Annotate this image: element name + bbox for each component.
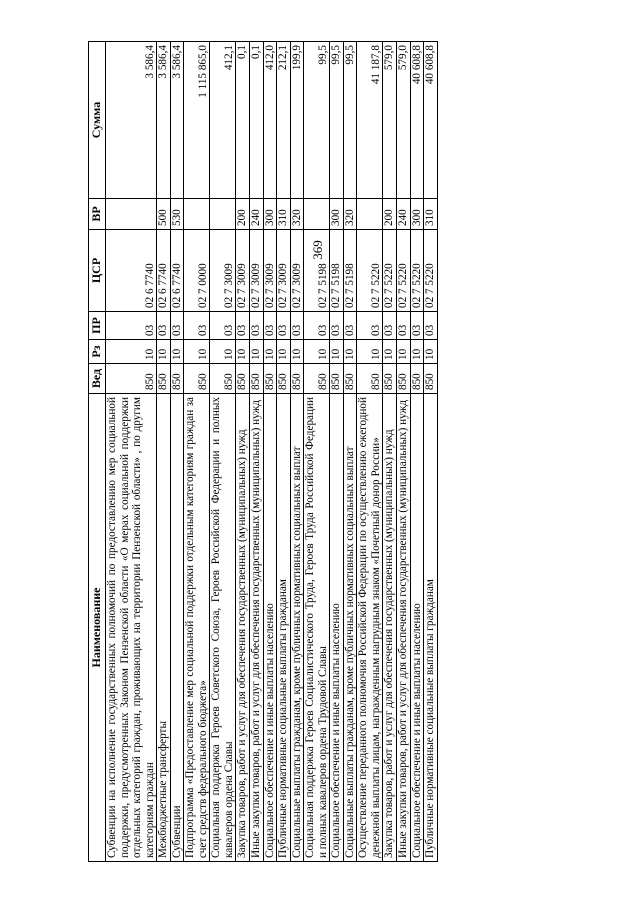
cell-csr: 02 7 3009 bbox=[290, 230, 304, 312]
header-rz: Рз bbox=[89, 340, 106, 364]
cell-ved: 850 bbox=[236, 364, 250, 394]
cell-rz: 10 bbox=[397, 340, 411, 364]
rotated-table-container bbox=[88, 42, 528, 862]
cell-vr: 320 bbox=[290, 199, 304, 230]
budget-table bbox=[88, 41, 438, 862]
cell-sum: 579,0 bbox=[397, 42, 411, 199]
cell-vr: 240 bbox=[250, 199, 264, 230]
cell-rz: 10 bbox=[263, 340, 277, 364]
cell-vr: 300 bbox=[330, 199, 344, 230]
cell-ved: 850 bbox=[184, 364, 210, 394]
table-row bbox=[290, 42, 304, 862]
table-row bbox=[424, 42, 438, 862]
cell-rz: 10 bbox=[410, 340, 424, 364]
cell-name: Социальные выплаты гражданам, кроме публичных нормативных социальных выплат bbox=[290, 394, 304, 862]
cell-csr: 02 7 3009 bbox=[250, 230, 264, 312]
cell-rz: 10 bbox=[304, 340, 330, 364]
cell-csr: 02 7 3009 bbox=[263, 230, 277, 312]
header-vr: ВР bbox=[89, 199, 106, 230]
cell-pr: 03 bbox=[250, 312, 264, 340]
cell-csr: 02 6 7740 bbox=[170, 230, 184, 312]
cell-vr: 530 bbox=[170, 199, 184, 230]
cell-pr: 03 bbox=[106, 312, 157, 340]
cell-pr: 03 bbox=[357, 312, 383, 340]
cell-sum: 40 608,8 bbox=[424, 42, 438, 199]
cell-csr: 02 7 5198 bbox=[304, 230, 330, 312]
cell-ved: 850 bbox=[383, 364, 397, 394]
cell-ved: 850 bbox=[277, 364, 291, 394]
cell-sum: 0,1 bbox=[250, 42, 264, 199]
table-row bbox=[383, 42, 397, 862]
cell-pr: 03 bbox=[397, 312, 411, 340]
table-header-row bbox=[89, 42, 106, 862]
table-row bbox=[236, 42, 250, 862]
cell-sum: 40 608,8 bbox=[410, 42, 424, 199]
cell-ved: 850 bbox=[410, 364, 424, 394]
cell-sum: 99,5 bbox=[343, 42, 357, 199]
cell-csr: 02 6 7740 bbox=[157, 230, 171, 312]
cell-vr: 240 bbox=[397, 199, 411, 230]
cell-sum: 3 586,4 bbox=[157, 42, 171, 199]
table-row bbox=[210, 42, 236, 862]
cell-vr: 320 bbox=[343, 199, 357, 230]
cell-name: Иные закупки товаров, работ и услуг для обеспечения государственных (муниципальных) нужд bbox=[397, 394, 411, 862]
table-row bbox=[263, 42, 277, 862]
cell-rz: 10 bbox=[290, 340, 304, 364]
cell-name: Субвенции bbox=[170, 394, 184, 862]
cell-pr: 03 bbox=[184, 312, 210, 340]
cell-sum: 412,1 bbox=[210, 42, 236, 199]
cell-pr: 03 bbox=[290, 312, 304, 340]
cell-sum: 41 187,8 bbox=[357, 42, 383, 199]
header-csr: ЦСР bbox=[89, 230, 106, 312]
cell-vr: 300 bbox=[263, 199, 277, 230]
cell-ved: 850 bbox=[106, 364, 157, 394]
header-name: Наименование bbox=[89, 394, 106, 862]
cell-pr: 03 bbox=[410, 312, 424, 340]
cell-ved: 850 bbox=[424, 364, 438, 394]
cell-name: Социальное обеспечение и иные выплаты населению bbox=[330, 394, 344, 862]
cell-csr: 02 7 5220 bbox=[397, 230, 411, 312]
cell-vr: 200 bbox=[383, 199, 397, 230]
cell-sum: 3 586,4 bbox=[170, 42, 184, 199]
cell-vr bbox=[184, 199, 210, 230]
cell-sum: 1 115 865,0 bbox=[184, 42, 210, 199]
cell-ved: 850 bbox=[157, 364, 171, 394]
cell-vr: 300 bbox=[410, 199, 424, 230]
cell-pr: 03 bbox=[343, 312, 357, 340]
cell-ved: 850 bbox=[263, 364, 277, 394]
cell-name: Социальное обеспечение и иные выплаты населению bbox=[263, 394, 277, 862]
cell-rz: 10 bbox=[184, 340, 210, 364]
cell-rz: 10 bbox=[330, 340, 344, 364]
table-row bbox=[410, 42, 424, 862]
cell-sum: 412,0 bbox=[263, 42, 277, 199]
cell-pr: 03 bbox=[210, 312, 236, 340]
cell-csr: 02 7 3009 bbox=[277, 230, 291, 312]
cell-csr: 02 7 5220 bbox=[424, 230, 438, 312]
cell-vr bbox=[106, 199, 157, 230]
cell-name: Закупка товаров, работ и услуг для обеспечения государственных (муниципальных) нужд bbox=[383, 394, 397, 862]
cell-rz: 10 bbox=[170, 340, 184, 364]
cell-rz: 10 bbox=[357, 340, 383, 364]
cell-ved: 850 bbox=[210, 364, 236, 394]
cell-csr: 02 7 5198 bbox=[343, 230, 357, 312]
cell-pr: 03 bbox=[304, 312, 330, 340]
cell-csr: 02 7 5220 bbox=[383, 230, 397, 312]
cell-ved: 850 bbox=[170, 364, 184, 394]
cell-name: Осуществление переданного полномочия Российской Федерации по осуществлению ежегодной денежной выплаты лицам, награжденным нагрудным знаком «Почетный донор России» bbox=[357, 394, 383, 862]
cell-rz: 10 bbox=[277, 340, 291, 364]
cell-pr: 03 bbox=[157, 312, 171, 340]
cell-pr: 03 bbox=[263, 312, 277, 340]
cell-ved: 850 bbox=[397, 364, 411, 394]
cell-ved: 850 bbox=[250, 364, 264, 394]
cell-sum: 212,1 bbox=[277, 42, 291, 199]
cell-rz: 10 bbox=[343, 340, 357, 364]
cell-sum: 3 586,4 bbox=[106, 42, 157, 199]
cell-ved: 850 bbox=[290, 364, 304, 394]
cell-pr: 03 bbox=[236, 312, 250, 340]
cell-sum: 199,9 bbox=[290, 42, 304, 199]
cell-name: Подпрограмма «Предоставление мер социальной поддержки отдельным категориям граждан за счет средств федерального бюджета» bbox=[184, 394, 210, 862]
cell-vr: 500 bbox=[157, 199, 171, 230]
table-row bbox=[184, 42, 210, 862]
cell-vr bbox=[357, 199, 383, 230]
table-row bbox=[357, 42, 383, 862]
cell-pr: 03 bbox=[383, 312, 397, 340]
cell-name: Межбюджетные трансферты bbox=[157, 394, 171, 862]
table-row bbox=[157, 42, 171, 862]
cell-rz: 10 bbox=[106, 340, 157, 364]
cell-rz: 10 bbox=[210, 340, 236, 364]
cell-vr: 200 bbox=[236, 199, 250, 230]
cell-pr: 03 bbox=[170, 312, 184, 340]
cell-ved: 850 bbox=[357, 364, 383, 394]
cell-rz: 10 bbox=[250, 340, 264, 364]
cell-pr: 03 bbox=[424, 312, 438, 340]
cell-csr: 02 7 5220 bbox=[410, 230, 424, 312]
cell-name: Закупка товаров, работ и услуг для обеспечения государственных (муниципальных) нужд bbox=[236, 394, 250, 862]
header-ved: Вед bbox=[89, 364, 106, 394]
cell-csr: 02 7 3009 bbox=[210, 230, 236, 312]
cell-vr: 310 bbox=[277, 199, 291, 230]
cell-name: Субвенции на исполнение государственных полномочий по предоставлению мер социальной поддержки, предусмотренных Законом Пензенской области «О мерах социальной поддержки отдельных категорий граждан, проживающих на территории Пензенской области» , по другим категориям граждан bbox=[106, 394, 157, 862]
cell-rz: 10 bbox=[383, 340, 397, 364]
cell-sum: 99,5 bbox=[304, 42, 330, 199]
header-pr: ПР bbox=[89, 312, 106, 340]
cell-sum: 99,5 bbox=[330, 42, 344, 199]
table-row bbox=[343, 42, 357, 862]
cell-pr: 03 bbox=[277, 312, 291, 340]
table-row bbox=[304, 42, 330, 862]
cell-ved: 850 bbox=[343, 364, 357, 394]
cell-csr: 02 7 0000 bbox=[184, 230, 210, 312]
table-row bbox=[170, 42, 184, 862]
cell-name: Социальная поддержка Героев Социалистического Труда, Героев Труда Российской Федерации и полных кавалеров ордена Трудовой Славы bbox=[304, 394, 330, 862]
table-row bbox=[106, 42, 157, 862]
cell-vr bbox=[304, 199, 330, 230]
table-body bbox=[106, 42, 438, 862]
cell-rz: 10 bbox=[157, 340, 171, 364]
cell-pr: 03 bbox=[330, 312, 344, 340]
cell-csr: 02 7 5198 bbox=[330, 230, 344, 312]
cell-vr: 310 bbox=[424, 199, 438, 230]
header-sum: Сумма bbox=[89, 42, 106, 199]
cell-name: Публичные нормативные социальные выплаты гражданам bbox=[277, 394, 291, 862]
cell-csr: 02 7 5220 bbox=[357, 230, 383, 312]
table-row bbox=[330, 42, 344, 862]
cell-name: Публичные нормативные социальные выплаты гражданам bbox=[424, 394, 438, 862]
page-number: 369 bbox=[309, 240, 325, 260]
cell-sum: 0,1 bbox=[236, 42, 250, 199]
cell-ved: 850 bbox=[330, 364, 344, 394]
cell-csr: 02 7 3009 bbox=[236, 230, 250, 312]
table-row bbox=[397, 42, 411, 862]
cell-name: Иные закупки товаров, работ и услуг для обеспечения государственных (муниципальных) нужд bbox=[250, 394, 264, 862]
cell-csr: 02 6 7740 bbox=[106, 230, 157, 312]
cell-rz: 10 bbox=[424, 340, 438, 364]
table-row bbox=[250, 42, 264, 862]
table-row bbox=[277, 42, 291, 862]
cell-sum: 579,0 bbox=[383, 42, 397, 199]
cell-rz: 10 bbox=[236, 340, 250, 364]
cell-ved: 850 bbox=[304, 364, 330, 394]
cell-name: Социальные выплаты гражданам, кроме публичных нормативных социальных выплат bbox=[343, 394, 357, 862]
cell-name: Социальная поддержка Героев Советского Союза, Героев Российской Федерации и полных кавалеров ордена Славы bbox=[210, 394, 236, 862]
cell-name: Социальное обеспечение и иные выплаты населению bbox=[410, 394, 424, 862]
cell-vr bbox=[210, 199, 236, 230]
